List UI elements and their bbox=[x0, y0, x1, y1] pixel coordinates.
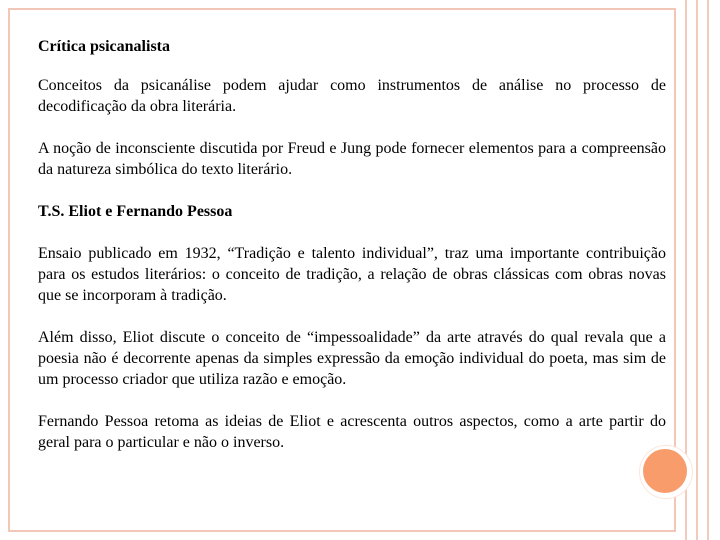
paragraph: Fernando Pessoa retoma as ideias de Eliot e acrescenta outros aspectos, como a arte partir do geral para o particular e não o inverso. bbox=[38, 413, 666, 451]
section-heading: T.S. Eliot e Fernando Pessoa bbox=[38, 203, 233, 220]
paragraph: Além disso, Eliot discute o conceito de “impessoalidade” da arte através do qual revala que a poesia não é decorrente apenas da simples expressão da emoção individual do poeta, mas sim de um processo criador que utiliza razão e emoção. bbox=[38, 329, 666, 388]
section-heading: Crítica psicanalista bbox=[38, 38, 170, 55]
accent-circle bbox=[643, 449, 687, 493]
paragraph: Ensaio publicado em 1932, “Tradição e talento individual”, traz uma importante contribuição para os estudos literários: o conceito de tradição, a relação de obras clássicas com obras novas que se incorporam à tradição. bbox=[38, 245, 666, 304]
paragraph: A noção de inconsciente discutida por Freud e Jung pode fornecer elementos para a compreensão da natureza simbólica do texto literário. bbox=[38, 140, 666, 178]
paragraph: Conceitos da psicanálise podem ajudar como instrumentos de análise no processo de decodificação da obra literária. bbox=[38, 77, 666, 115]
decorative-rail bbox=[696, 0, 698, 540]
decorative-rail bbox=[707, 0, 709, 540]
slide-content bbox=[38, 36, 666, 453]
